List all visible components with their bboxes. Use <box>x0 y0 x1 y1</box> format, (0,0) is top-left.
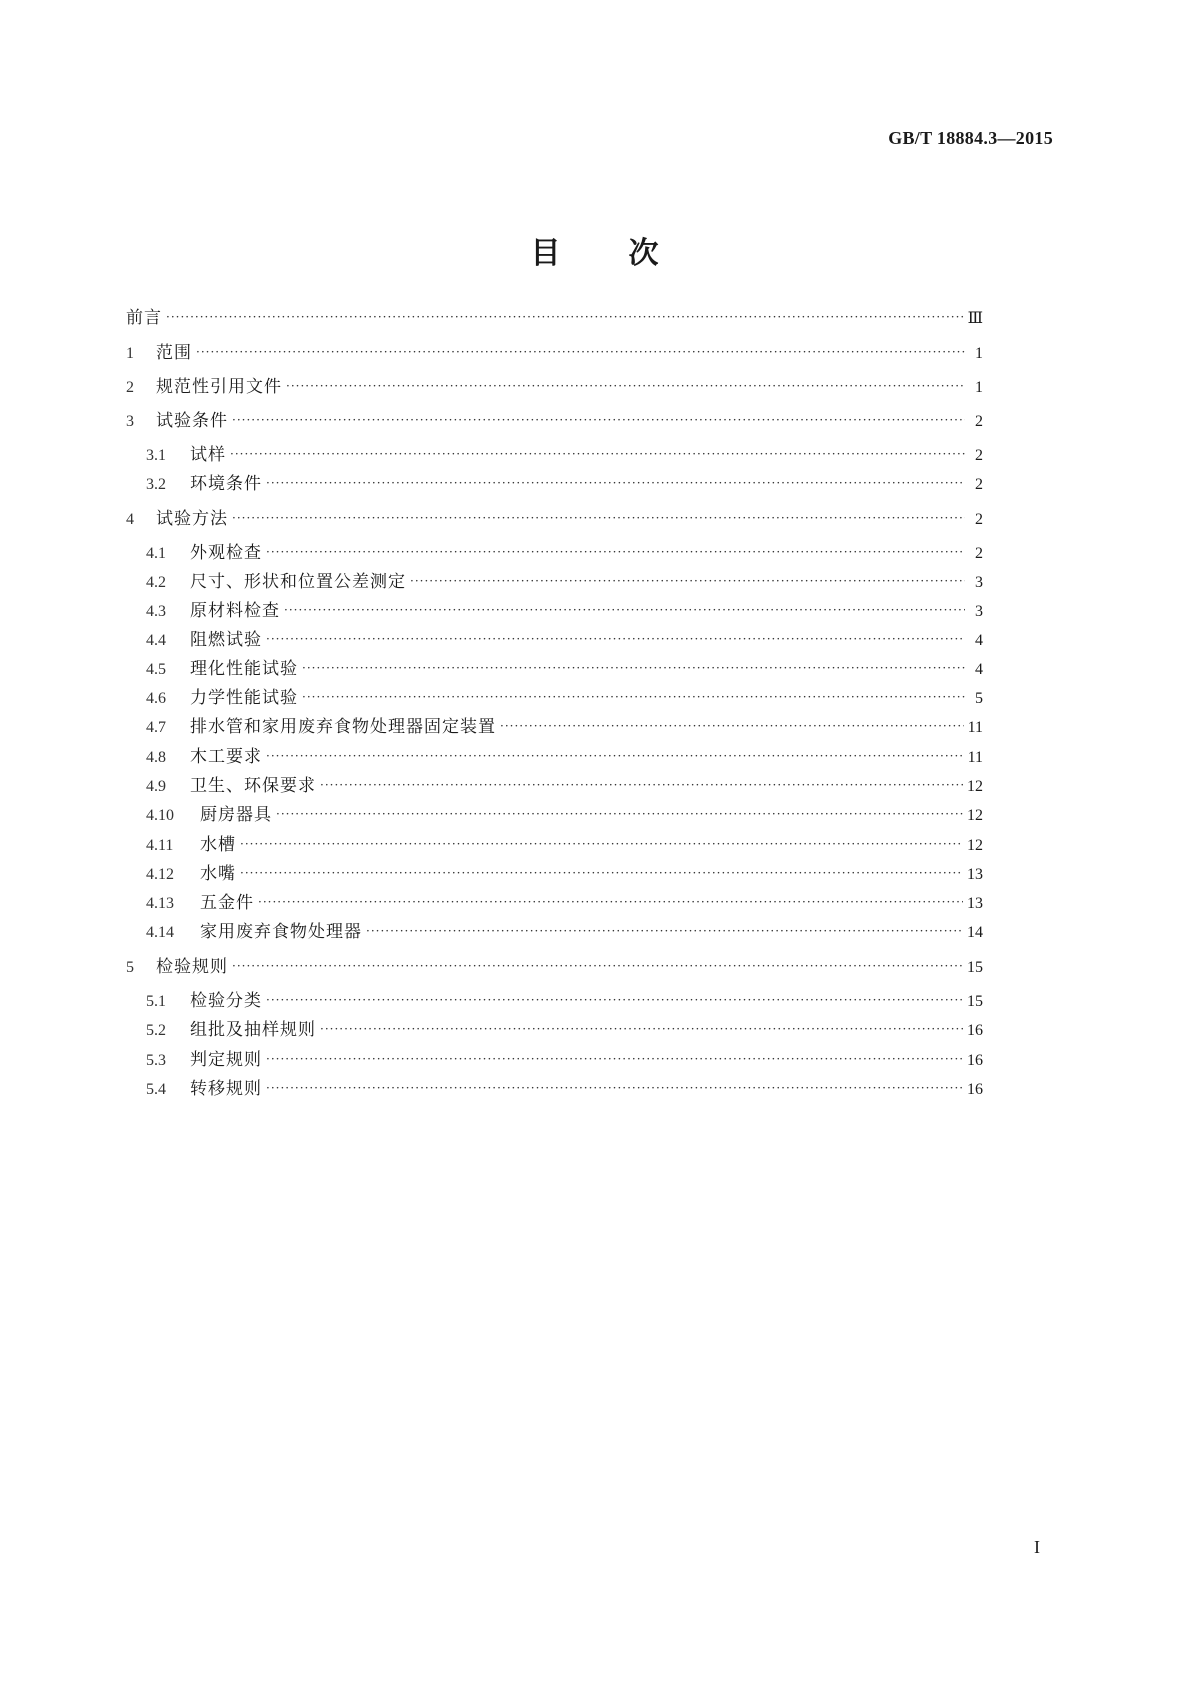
toc-entry[interactable] <box>126 409 983 433</box>
toc-entry-number: 5.4 <box>146 1081 166 1098</box>
toc-entry-number: 4.5 <box>146 661 166 678</box>
toc-entry-label: 力学性能试验 <box>190 688 298 708</box>
toc-entry-page: 11 <box>967 719 983 736</box>
toc-entry-number: 5.1 <box>146 993 166 1010</box>
toc-entry-number: 4.1 <box>146 545 166 562</box>
toc-dot-leader <box>266 1047 963 1071</box>
toc-entry[interactable] <box>146 443 983 467</box>
toc-entry[interactable] <box>126 955 983 979</box>
toc-dot-leader <box>366 919 963 943</box>
toc-entry-number: 4.2 <box>146 574 166 591</box>
toc-dot-leader <box>266 540 965 564</box>
toc-entry-label: 前言 <box>126 308 162 328</box>
toc-entry-label: 五金件 <box>200 893 254 913</box>
toc-entry-label: 试样 <box>190 445 226 465</box>
toc-entry-label: 尺寸、形状和位置公差测定 <box>190 572 406 592</box>
toc-entry-page: 4 <box>975 661 983 678</box>
toc-dot-leader <box>284 598 965 622</box>
toc-entry[interactable] <box>146 599 983 623</box>
toc-entry[interactable] <box>146 803 983 827</box>
toc-entry-number: 4.6 <box>146 690 166 707</box>
toc-entry-label: 判定规则 <box>190 1050 262 1070</box>
toc-entry[interactable] <box>146 920 983 944</box>
toc-entry[interactable] <box>146 989 983 1013</box>
toc-entry[interactable] <box>146 715 983 739</box>
toc-entry[interactable] <box>126 306 983 330</box>
toc-entry[interactable] <box>146 1048 983 1072</box>
toc-entry-page: 1 <box>975 379 983 396</box>
toc-entry-number: 4.14 <box>146 924 174 941</box>
toc-entry-page: 12 <box>967 778 983 795</box>
toc-dot-leader <box>166 305 964 329</box>
toc-entry-page: 15 <box>967 993 983 1010</box>
toc-dot-leader <box>320 1017 963 1041</box>
toc-entry-label: 试验方法 <box>156 509 228 529</box>
toc-dot-leader <box>302 685 965 709</box>
toc-dot-leader <box>232 954 963 978</box>
toc-entry-label: 外观检查 <box>190 543 262 563</box>
toc-entry-page: Ⅲ <box>967 310 983 327</box>
toc-entry-page: 12 <box>967 807 983 824</box>
toc-entry-number: 4 <box>126 511 134 528</box>
toc-dot-leader <box>232 408 965 432</box>
standard-code: GB/T 18884.3—2015 <box>888 128 1053 148</box>
toc-entry-number: 4.11 <box>146 837 174 854</box>
toc-entry-label: 阻燃试验 <box>190 630 262 650</box>
title-part-2: 次 <box>628 236 661 271</box>
toc-dot-leader <box>302 656 965 680</box>
toc-entry-number: 3 <box>126 413 134 430</box>
toc-entry[interactable] <box>126 341 983 365</box>
toc-entry-label: 组批及抽样规则 <box>190 1020 316 1040</box>
toc-entry-label: 检验分类 <box>190 991 262 1011</box>
toc-entry-label: 理化性能试验 <box>190 659 298 679</box>
toc-dot-leader <box>286 374 965 398</box>
toc-entry-page: 4 <box>975 632 983 649</box>
toc-entry-page: 2 <box>975 476 983 493</box>
toc-entry-page: 13 <box>967 866 983 883</box>
toc-entry-number: 3.2 <box>146 476 166 493</box>
title-part-1: 目 <box>530 236 563 271</box>
toc-entry[interactable] <box>126 375 983 399</box>
toc-entry-number: 4.7 <box>146 719 166 736</box>
toc-entry[interactable] <box>146 1018 983 1042</box>
toc-entry-label: 排水管和家用废弃食物处理器固定装置 <box>190 717 496 737</box>
toc-dot-leader <box>266 1076 963 1100</box>
toc-entry-page: 16 <box>967 1052 983 1069</box>
toc-entry-page: 11 <box>967 749 983 766</box>
toc-entry-number: 4.4 <box>146 632 166 649</box>
toc-entry[interactable] <box>146 570 983 594</box>
toc-dot-leader <box>320 773 963 797</box>
toc-entry-label: 原材料检查 <box>190 601 280 621</box>
toc-entry-label: 家用废弃食物处理器 <box>200 922 362 942</box>
toc-entry[interactable] <box>146 541 983 565</box>
toc-dot-leader <box>230 442 965 466</box>
toc-entry-label: 水嘴 <box>200 864 236 884</box>
toc-entry[interactable] <box>146 472 983 496</box>
toc-entry-label: 转移规则 <box>190 1079 262 1099</box>
toc-entry-page: 3 <box>975 603 983 620</box>
toc-entry[interactable] <box>146 686 983 710</box>
toc-entry-label: 试验条件 <box>156 411 228 431</box>
toc-entry-label: 卫生、环保要求 <box>190 776 316 796</box>
toc-entry-number: 4.12 <box>146 866 174 883</box>
toc-entry-label: 木工要求 <box>190 747 262 767</box>
toc-entry-label: 范围 <box>156 343 192 363</box>
toc-entry-page: 15 <box>967 959 983 976</box>
toc-entry-page: 12 <box>967 837 983 854</box>
toc-entry-number: 5 <box>126 959 134 976</box>
toc-entry-page: 5 <box>975 690 983 707</box>
toc-entry-page: 14 <box>967 924 983 941</box>
toc-entry[interactable] <box>146 891 983 915</box>
toc-entry[interactable] <box>146 862 983 886</box>
toc-entry[interactable] <box>126 507 983 531</box>
toc-dot-leader <box>232 506 965 530</box>
toc-entry[interactable] <box>146 1077 983 1101</box>
toc-entry[interactable] <box>146 774 983 798</box>
toc-dot-leader <box>266 744 964 768</box>
toc-entry-page: 3 <box>975 574 983 591</box>
toc-entry-label: 检验规则 <box>156 957 228 977</box>
toc-entry-number: 4.13 <box>146 895 174 912</box>
toc-entry-number: 1 <box>126 345 134 362</box>
toc-dot-leader <box>500 714 964 738</box>
toc-entry-label: 环境条件 <box>190 474 262 494</box>
toc-entry[interactable] <box>146 745 983 769</box>
toc-entry-page: 2 <box>975 447 983 464</box>
toc-dot-leader <box>196 340 965 364</box>
toc-entry-page: 2 <box>975 545 983 562</box>
toc-entry-label: 水槽 <box>200 835 236 855</box>
toc-entry-page: 2 <box>975 511 983 528</box>
toc-entry-page: 16 <box>967 1022 983 1039</box>
toc-entry-page: 2 <box>975 413 983 430</box>
toc-entry[interactable] <box>146 833 983 857</box>
toc-entry-number: 4.8 <box>146 749 166 766</box>
toc-entry-page: 1 <box>975 345 983 362</box>
toc-entry[interactable] <box>146 657 983 681</box>
toc-entry-number: 4.10 <box>146 807 174 824</box>
toc-dot-leader <box>266 627 965 651</box>
toc-entry-number: 4.3 <box>146 603 166 620</box>
toc-dot-leader <box>240 861 963 885</box>
toc-entry-number: 3.1 <box>146 447 166 464</box>
toc-entry[interactable] <box>146 628 983 652</box>
toc-dot-leader <box>410 569 965 593</box>
toc-entry-label: 规范性引用文件 <box>156 377 282 397</box>
toc-dot-leader <box>276 802 963 826</box>
toc-entry-number: 4.9 <box>146 778 166 795</box>
toc-dot-leader <box>258 890 963 914</box>
toc-entry-number: 2 <box>126 379 134 396</box>
toc-entry-number: 5.2 <box>146 1022 166 1039</box>
toc-entry-number: 5.3 <box>146 1052 166 1069</box>
toc-entry-label: 厨房器具 <box>200 805 272 825</box>
toc-entry-page: 13 <box>967 895 983 912</box>
toc-dot-leader <box>266 988 963 1012</box>
toc-dot-leader <box>266 471 965 495</box>
page-folio: I <box>1034 1537 1040 1557</box>
toc-dot-leader <box>240 832 963 856</box>
toc-entry-page: 16 <box>967 1081 983 1098</box>
